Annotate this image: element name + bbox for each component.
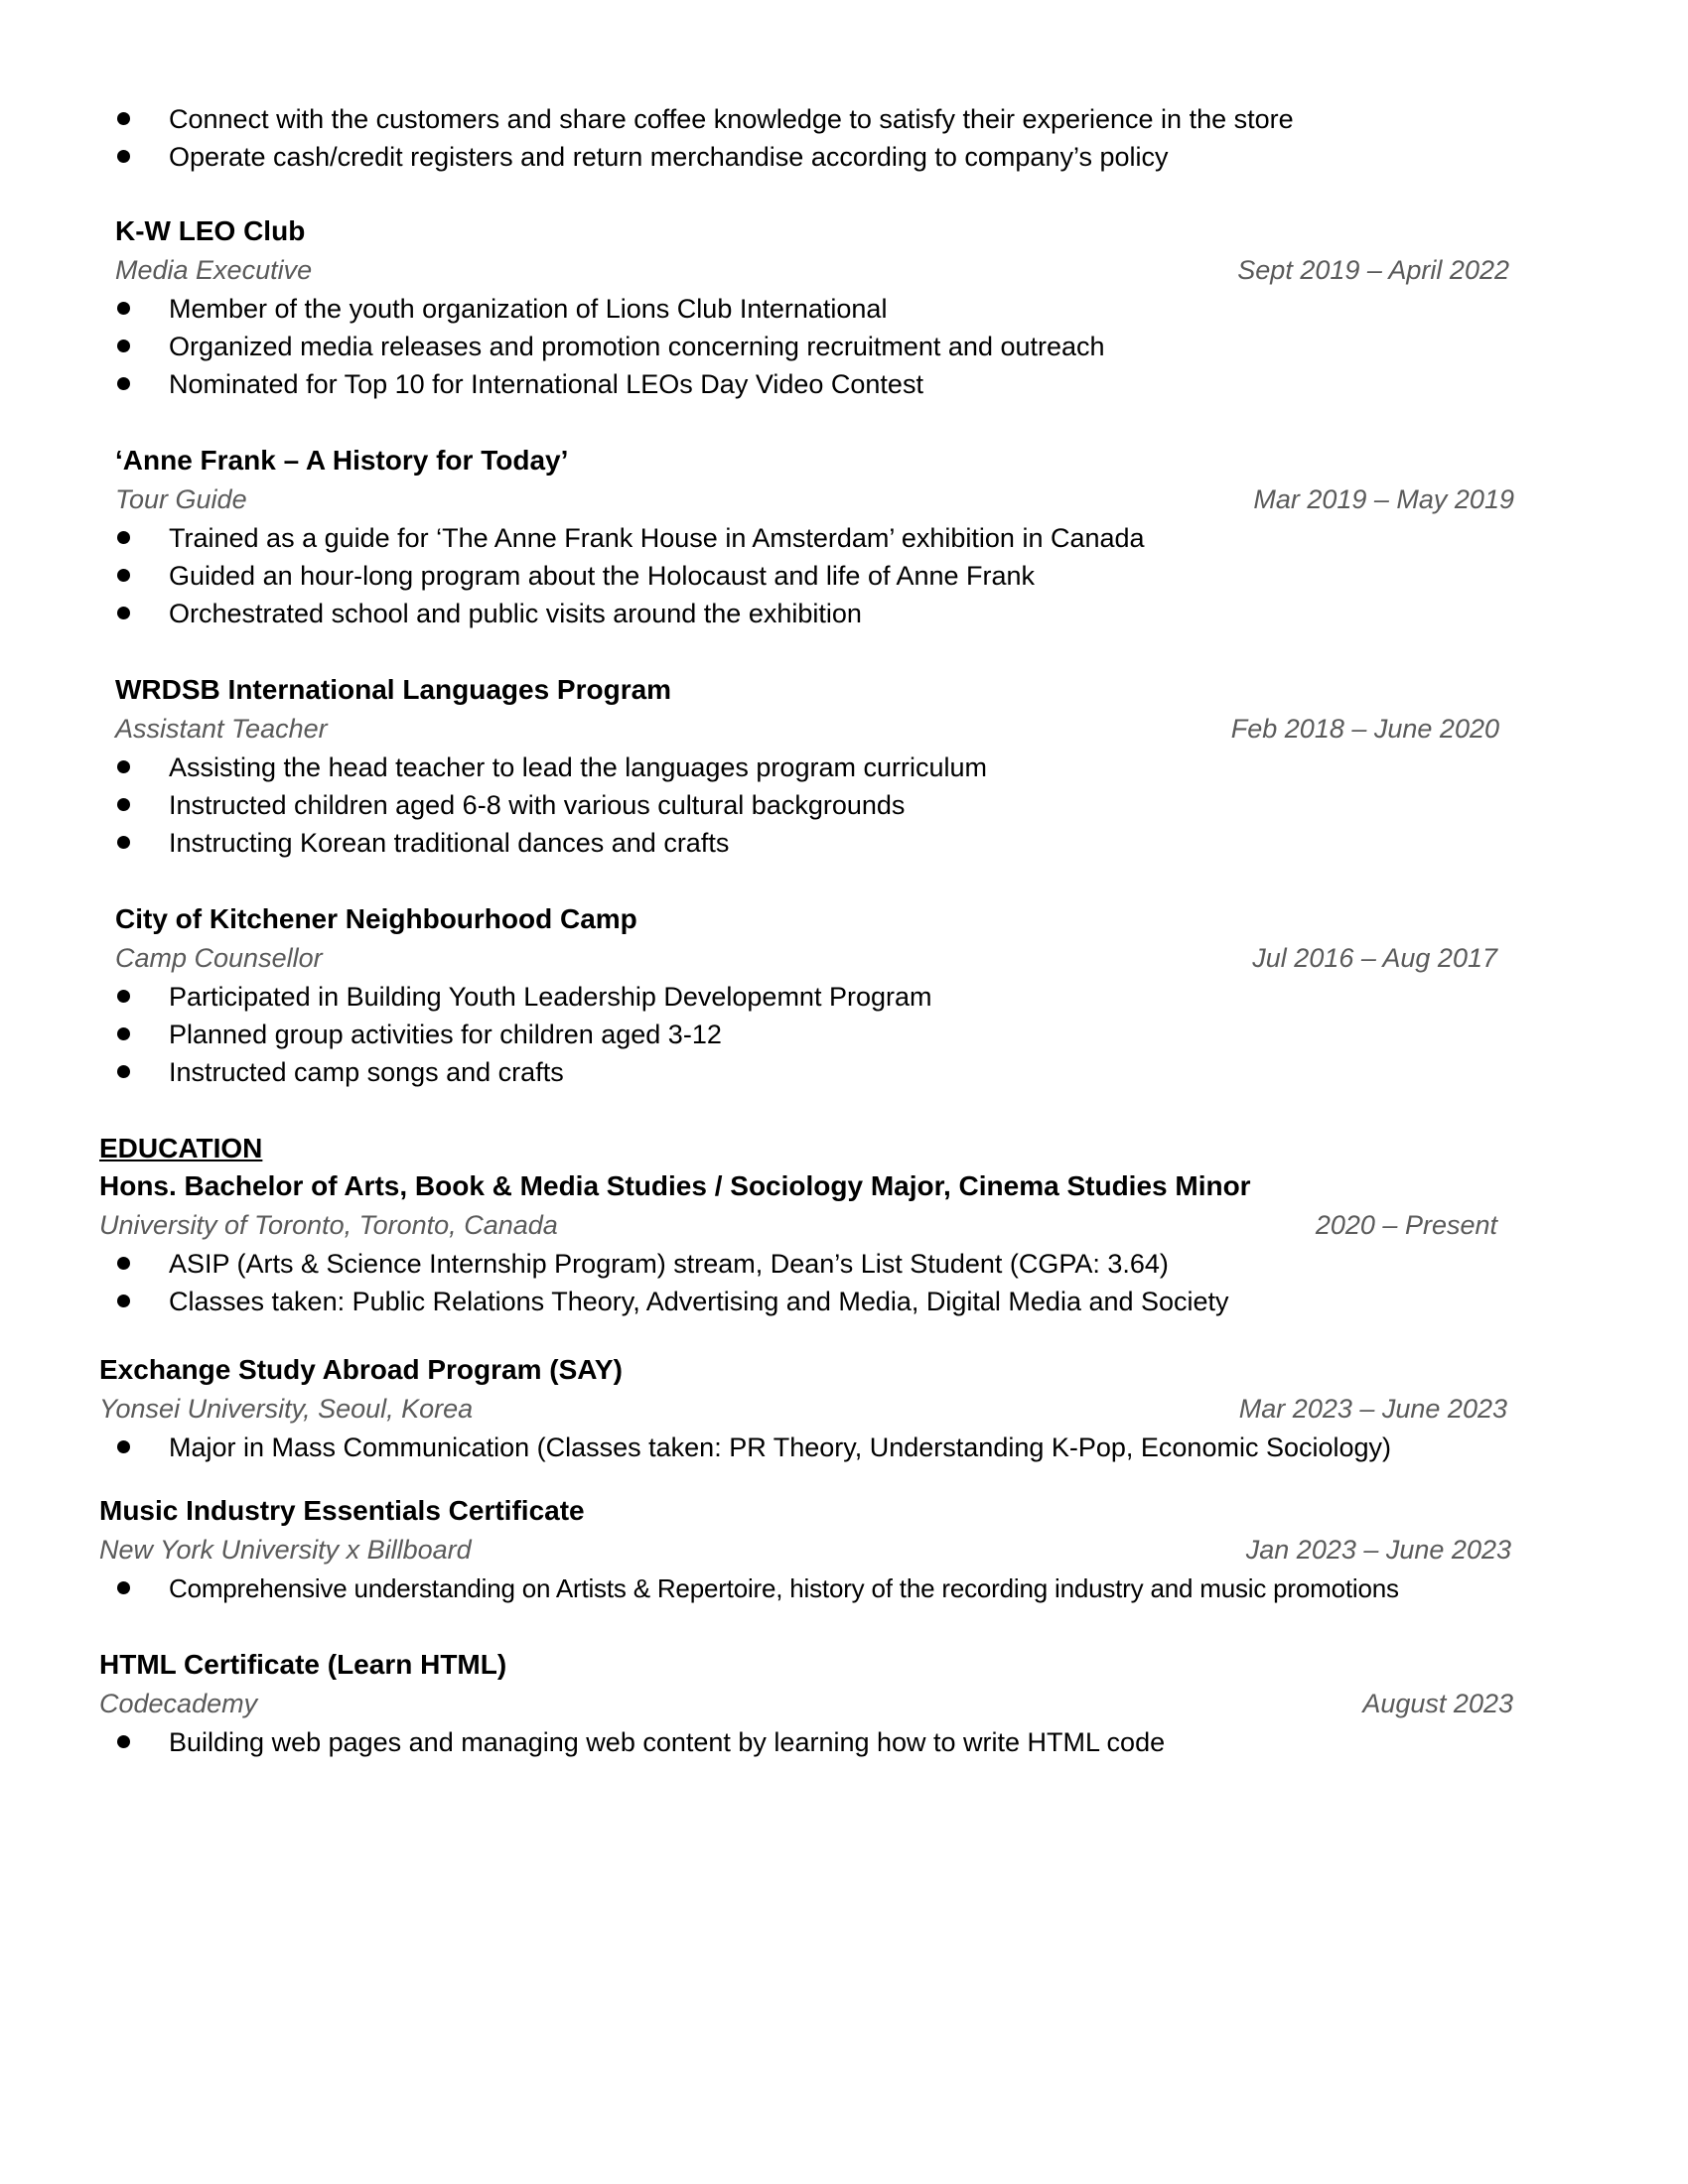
date-range: 2020 – Present — [1315, 1210, 1497, 1240]
date-range: Feb 2018 – June 2020 — [1230, 714, 1499, 744]
bullet-icon — [117, 798, 130, 811]
bullet-text: Comprehensive understanding on Artists & Repertoire, history of the recording industry and music promotions — [169, 1573, 1399, 1603]
bullet-icon — [117, 990, 130, 1003]
role-title: Assistant Teacher — [115, 714, 328, 744]
bullet-icon — [117, 1581, 130, 1594]
bullet-icon — [117, 1257, 130, 1270]
bullet-icon — [117, 150, 130, 163]
bullet-text: Planned group activities for children aged 3-12 — [169, 1020, 722, 1049]
bullet-icon — [117, 569, 130, 582]
bullet-text: Participated in Building Youth Leadership Developemnt Program — [169, 982, 932, 1012]
program-title: Exchange Study Abroad Program (SAY) — [99, 1354, 623, 1385]
role-title: Tour Guide — [115, 484, 247, 514]
bullet-text: Connect with the customers and share coffee knowledge to satisfy their experience in the store — [169, 104, 1294, 134]
bullet-text: Major in Mass Communication (Classes taken: PR Theory, Understanding K-Pop, Economic Sociology) — [169, 1433, 1392, 1462]
date-range: Jan 2023 – June 2023 — [1245, 1535, 1511, 1565]
bullet-icon — [117, 340, 130, 352]
bullet-text: ASIP (Arts & Science Internship Program) stream, Dean’s List Student (CGPA: 3.64) — [169, 1249, 1169, 1279]
date-range: Sept 2019 – April 2022 — [1237, 255, 1509, 285]
bullet-text: Building web pages and managing web content by learning how to write HTML code — [169, 1727, 1166, 1757]
bullet-text: Instructed camp songs and crafts — [169, 1057, 564, 1087]
bullet-icon — [117, 302, 130, 315]
section-heading: EDUCATION — [99, 1133, 263, 1163]
bullet-icon — [117, 1735, 130, 1748]
bullet-text: Guided an hour-long program about the Holocaust and life of Anne Frank — [169, 561, 1036, 591]
organization-name: WRDSB International Languages Program — [115, 674, 672, 705]
institution-name: Yonsei University, Seoul, Korea — [99, 1394, 474, 1424]
date-range: August 2023 — [1362, 1689, 1513, 1718]
bullet-icon — [117, 1065, 130, 1078]
date-range: Mar 2023 – June 2023 — [1238, 1394, 1507, 1424]
bullet-icon — [117, 760, 130, 773]
certificate-title: Music Industry Essentials Certificate — [99, 1495, 585, 1526]
bullet-icon — [117, 531, 130, 544]
bullet-icon — [117, 377, 130, 390]
bullet-text: Assisting the head teacher to lead the languages program curriculum — [169, 752, 987, 782]
role-title: Media Executive — [115, 255, 313, 285]
bullet-text: Orchestrated school and public visits around the exhibition — [169, 599, 862, 628]
bullet-icon — [117, 1440, 130, 1453]
institution-name: University of Toronto, Toronto, Canada — [99, 1210, 558, 1240]
institution-name: Codecademy — [99, 1689, 258, 1718]
bullet-text: Instructed children aged 6-8 with various cultural backgrounds — [169, 790, 906, 820]
organization-name: ‘Anne Frank – A History for Today’ — [115, 445, 569, 476]
organization-name: City of Kitchener Neighbourhood Camp — [115, 903, 637, 934]
date-range: Mar 2019 – May 2019 — [1253, 484, 1514, 514]
bullet-icon — [117, 607, 130, 619]
certificate-title: HTML Certificate (Learn HTML) — [99, 1649, 507, 1680]
bullet-icon — [117, 1295, 130, 1307]
bullet-icon — [117, 1027, 130, 1040]
date-range: Jul 2016 – Aug 2017 — [1252, 943, 1497, 973]
bullet-text: Trained as a guide for ‘The Anne Frank House in Amsterdam’ exhibition in Canada — [169, 523, 1145, 553]
institution-name: New York University x Billboard — [99, 1535, 472, 1565]
degree-title: Hons. Bachelor of Arts, Book & Media Studies / Sociology Major, Cinema Studies Minor — [99, 1170, 1251, 1201]
bullet-text: Operate cash/credit registers and return merchandise according to company’s policy — [169, 142, 1169, 172]
bullet-text: Member of the youth organization of Lions Club International — [169, 294, 888, 324]
bullet-text: Classes taken: Public Relations Theory, Advertising and Media, Digital Media and Society — [169, 1287, 1229, 1316]
bullet-text: Instructing Korean traditional dances and crafts — [169, 828, 730, 858]
bullet-icon — [117, 112, 130, 125]
organization-name: K-W LEO Club — [115, 215, 306, 246]
bullet-text: Nominated for Top 10 for International LEOs Day Video Contest — [169, 369, 923, 399]
bullet-text: Organized media releases and promotion concerning recruitment and outreach — [169, 332, 1105, 361]
role-title: Camp Counsellor — [115, 943, 323, 973]
bullet-icon — [117, 836, 130, 849]
